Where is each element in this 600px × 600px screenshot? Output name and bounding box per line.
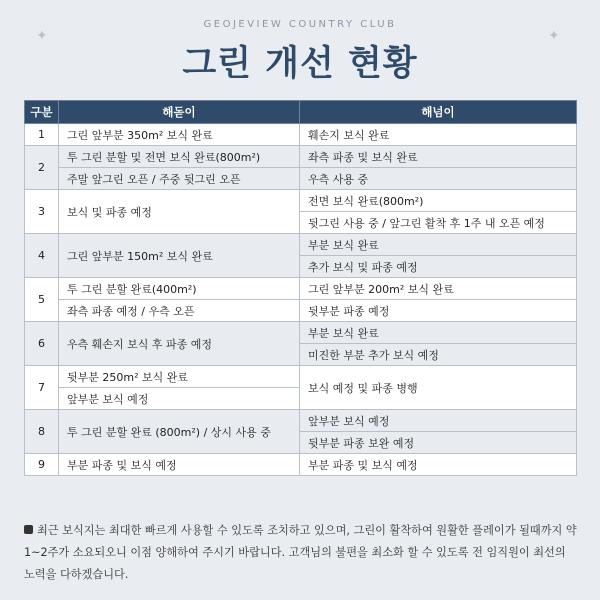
haenomi-cell: 부분 파종 및 보식 예정 xyxy=(300,454,577,476)
haenomi-cell: 부분 보식 완료 xyxy=(300,322,577,344)
haedoji-cell: 뒷부분 250m² 보식 완료 xyxy=(59,366,300,388)
row-number: 7 xyxy=(25,366,59,410)
table-row xyxy=(25,234,577,256)
club-name: GEOJEVIEW COUNTRY CLUB xyxy=(203,19,397,30)
haedoji-cell: 주말 앞그린 오픈 / 주중 뒷그린 오픈 xyxy=(59,168,300,190)
sparkle-icon: ✦ xyxy=(548,28,560,44)
haedoji-cell: 투 그린 분할 완료 (800m²) / 상시 사용 중 xyxy=(59,410,300,454)
haenomi-cell: 부분 보식 완료 xyxy=(300,234,577,256)
haedoji-cell: 보식 및 파종 예정 xyxy=(59,190,300,234)
table-row xyxy=(25,146,577,168)
haedoji-cell: 우측 훼손지 보식 후 파종 예정 xyxy=(59,322,300,366)
row-number: 9 xyxy=(25,454,59,476)
table-row xyxy=(25,366,577,388)
haedoji-cell: 그린 앞부분 150m² 보식 완료 xyxy=(59,234,300,278)
haedoji-cell: 투 그린 분할 및 전면 보식 완료(800m²) xyxy=(59,146,300,168)
row-number: 3 xyxy=(25,190,59,234)
haenomi-cell: 그린 앞부분 200m² 보식 완료 xyxy=(300,278,577,300)
haenomi-cell: 앞부분 보식 예정 xyxy=(300,410,577,432)
row-number: 8 xyxy=(25,410,59,454)
table-row xyxy=(25,454,577,476)
haenomi-cell: 보식 예정 및 파종 병행 xyxy=(300,366,577,410)
table-row xyxy=(25,124,577,146)
sparkle-icon: ✦ xyxy=(36,28,48,44)
row-number: 6 xyxy=(25,322,59,366)
row-number: 1 xyxy=(25,124,59,146)
table-row xyxy=(25,168,577,190)
haenomi-cell: 뒷부분 파종 예정 xyxy=(300,300,577,322)
green-status-table xyxy=(24,100,577,476)
row-number: 2 xyxy=(25,146,59,190)
haenomi-cell: 추가 보식 및 파종 예정 xyxy=(300,256,577,278)
haedoji-cell: 부분 파종 및 보식 예정 xyxy=(59,454,300,476)
table-row xyxy=(25,190,577,212)
haenomi-cell: 좌측 파종 및 보식 완료 xyxy=(300,146,577,168)
table-row xyxy=(25,300,577,322)
table-row xyxy=(25,322,577,344)
haenomi-cell: 우측 사용 중 xyxy=(300,168,577,190)
haedoji-cell: 앞부분 보식 예정 xyxy=(59,388,300,410)
table-row xyxy=(25,278,577,300)
haenomi-cell: 뒷그린 사용 중 / 앞그린 활착 후 1주 내 오픈 예정 xyxy=(300,212,577,234)
square-bullet-icon xyxy=(24,525,33,534)
column-header-haedoji: 해돋이 xyxy=(59,101,300,124)
page-title: 그린 개선 현황 xyxy=(182,44,418,84)
table-header-row xyxy=(25,101,577,124)
column-header-haenomi: 해넘이 xyxy=(300,101,577,124)
haedoji-cell: 좌측 파종 예정 / 우측 오픈 xyxy=(59,300,300,322)
column-header-category: 구분 xyxy=(25,101,59,124)
table-row xyxy=(25,410,577,432)
haedoji-cell: 그린 앞부분 350m² 보식 완료 xyxy=(59,124,300,146)
haedoji-cell: 투 그린 분할 완료(400m²) xyxy=(59,278,300,300)
haenomi-cell: 전면 보식 완료(800m²) xyxy=(300,190,577,212)
row-number: 4 xyxy=(25,234,59,278)
haenomi-cell: 미진한 부분 추가 보식 예정 xyxy=(300,344,577,366)
haenomi-cell: 훼손지 보식 완료 xyxy=(300,124,577,146)
haenomi-cell: 뒷부분 파종 보완 예정 xyxy=(300,432,577,454)
notice xyxy=(24,520,580,586)
notice-text: 최근 보식지는 최대한 빠르게 사용할 수 있도록 조치하고 있으며, 그린이 활착하여 원활한 플레이가 될때까지 약 1~2주가 소요되오니 이점 양해하여 주시기 바랍니다. 고객님의 불편을 최소화 할 수 있도록 전 임직원이 최선의 노력을 다하겠습니다. xyxy=(24,524,577,581)
row-number: 5 xyxy=(25,278,59,322)
header xyxy=(0,0,600,86)
